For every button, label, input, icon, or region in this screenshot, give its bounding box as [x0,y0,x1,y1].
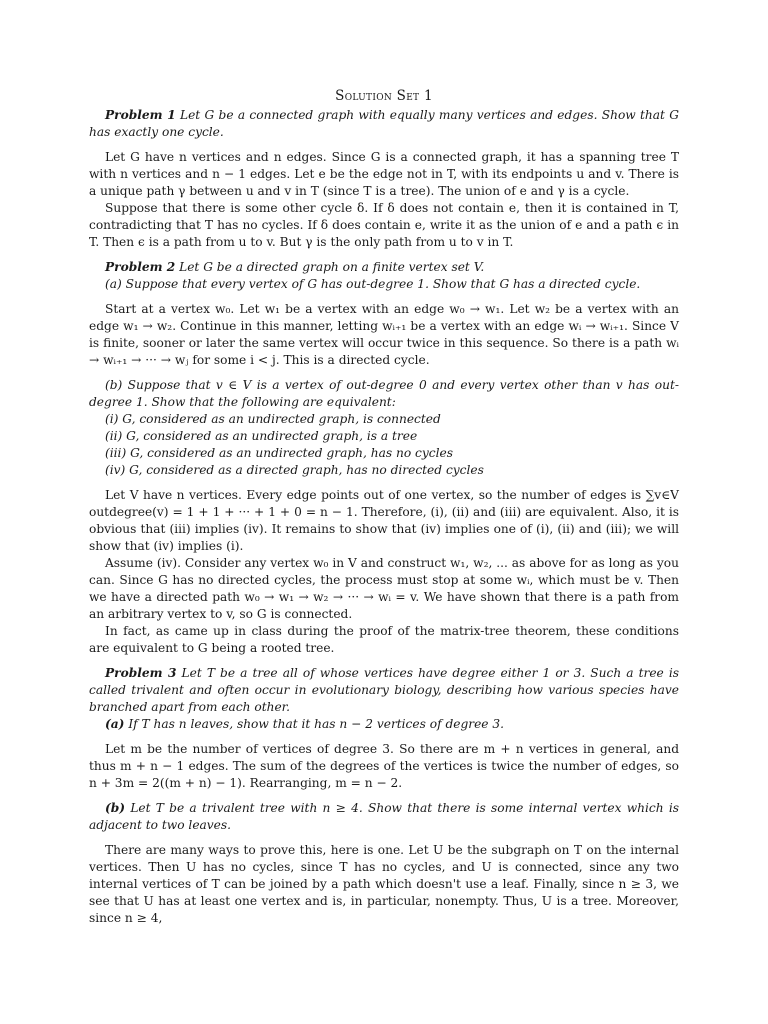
problem-1-text: Let G be a connected graph with equally many vertices and edges. Show that G has exactly one cycle. [89,108,679,139]
problem-3-text: Let T be a tree all of whose vertices have degree either 1 or 3. Such a tree is called trivalent and often occur in evolutionary biology, describing how various species have branched apart from each other. [89,666,679,714]
problem-1-solution-para-1: Let G have n vertices and n edges. Since G is a connected graph, it has a spanning tree T with n vertices and n − 1 edges. Let e be the edge not in T, with its endpoints u and v. There is a unique path γ between u and v in T (since T is a tree). The union of e and γ is a cycle. [89,150,679,198]
problem-1-solution-para-2: Suppose that there is some other cycle δ. If δ does not contain e, then it is contained in T, contradicting that T has no cycles. If δ does contain e, write it as the union of e and a path ϵ in T. Then ϵ is a path from u to v. But γ is the only path from u to v in T. [89,201,679,249]
problem-2-solution-b-para-1: Let V have n vertices. Every edge points out of one vertex, so the number of edges is ∑v∈V outdegree(v) = 1 + 1 + ··· + 1 + 0 = n − 1. Therefore, (i), (ii) and (iii) are equivalent. Also, it is obvious that (iii) implies (iv). It remains to show that (iv) implies one of (i), (ii) and (iii); we will show that (iv) implies (i). [89,488,679,553]
problem-3-solution-b: There are many ways to prove this, here is one. Let U be the subgraph on T on the internal vertices. Then U has no cycles, since T has no cycles, and U is connected, since any two internal vertices of T can be joined by a path which doesn't use a leaf. Finally, since n ≥ 3, we see that U has at least one vertex and is, in particular, nonempty. Thus, U is a tree. Moreover, since n ≥ 4, [89,843,679,925]
problem-2-label: Problem 2 [105,260,176,274]
problem-3-part-a [89,716,679,733]
problem-2-text: Let G be a directed graph on a finite vertex set V. [179,260,485,274]
problem-2-part-b: (b) Suppose that v ∈ V is a vertex of out-degree 0 and every vertex other than v has out-degree 1. Show that the following are equivalent: [89,378,679,409]
condition-item: (iii) G, considered as an undirected graph, has no cycles [105,446,453,460]
problem-3-part-b-label: (b) [105,801,126,815]
problem-3-part-a-text: If T has n leaves, show that it has n − 2 vertices of degree 3. [128,717,505,731]
problem-3-part-b-text: Let T be a trivalent tree with n ≥ 4. Show that there is some internal vertex which is adjacent to two leaves. [89,801,680,832]
problem-2-solution-a: Start at a vertex w₀. Let w₁ be a vertex with an edge w₀ → w₁. Let w₂ be a vertex with an edge w₁ → w₂. Continue in this manner, letting wᵢ₊₁ be a vertex with an edge wᵢ → wᵢ₊₁. Since V is finite, sooner or later the same vertex will occur twice in this sequence. So there is a path wᵢ → wᵢ₊₁ → ··· → wⱼ for some i < j. This is a directed cycle. [89,302,679,367]
problem-3-part-b [89,800,679,834]
problem-2-part-a: (a) Suppose that every vertex of G has out-degree 1. Show that G has a directed cycle. [105,277,641,291]
problem-3-solution-a: Let m be the number of vertices of degree 3. So there are m + n vertices in general, and thus m + n − 1 edges. The sum of the degrees of the vertices is twice the number of edges, so n + 3m = 2((m + n) − 1). Rearranging, m = n − 2. [89,742,679,790]
page-title: Solution Set 1 [335,88,433,104]
problem-2-solution-b-para-3: In fact, as came up in class during the proof of the matrix-tree theorem, these conditions are equivalent to G being a rooted tree. [89,624,679,655]
problem-1-label: Problem 1 [105,108,176,122]
condition-item: (iv) G, considered as a directed graph, has no directed cycles [105,463,484,477]
problem-1-statement [89,107,679,141]
problem-2-statement [89,259,679,276]
problem-3-statement [89,665,679,716]
condition-item: (i) G, considered as an undirected graph, is connected [105,412,441,426]
problem-3-label: Problem 3 [105,666,177,680]
condition-item: (ii) G, considered as an undirected graph, is a tree [105,429,418,443]
problem-3-part-a-label: (a) [105,717,125,731]
problem-2-solution-b-para-2: Assume (iv). Consider any vertex w₀ in V and construct w₁, w₂, ... as above for as long as you can. Since G has no directed cycles, the process must stop at some wᵢ, which must be v. Then we have a directed path w₀ → w₁ → w₂ → ··· → wᵢ = v. We have shown that there is a path from an arbitrary vertex to v, so G is connected. [89,556,679,621]
